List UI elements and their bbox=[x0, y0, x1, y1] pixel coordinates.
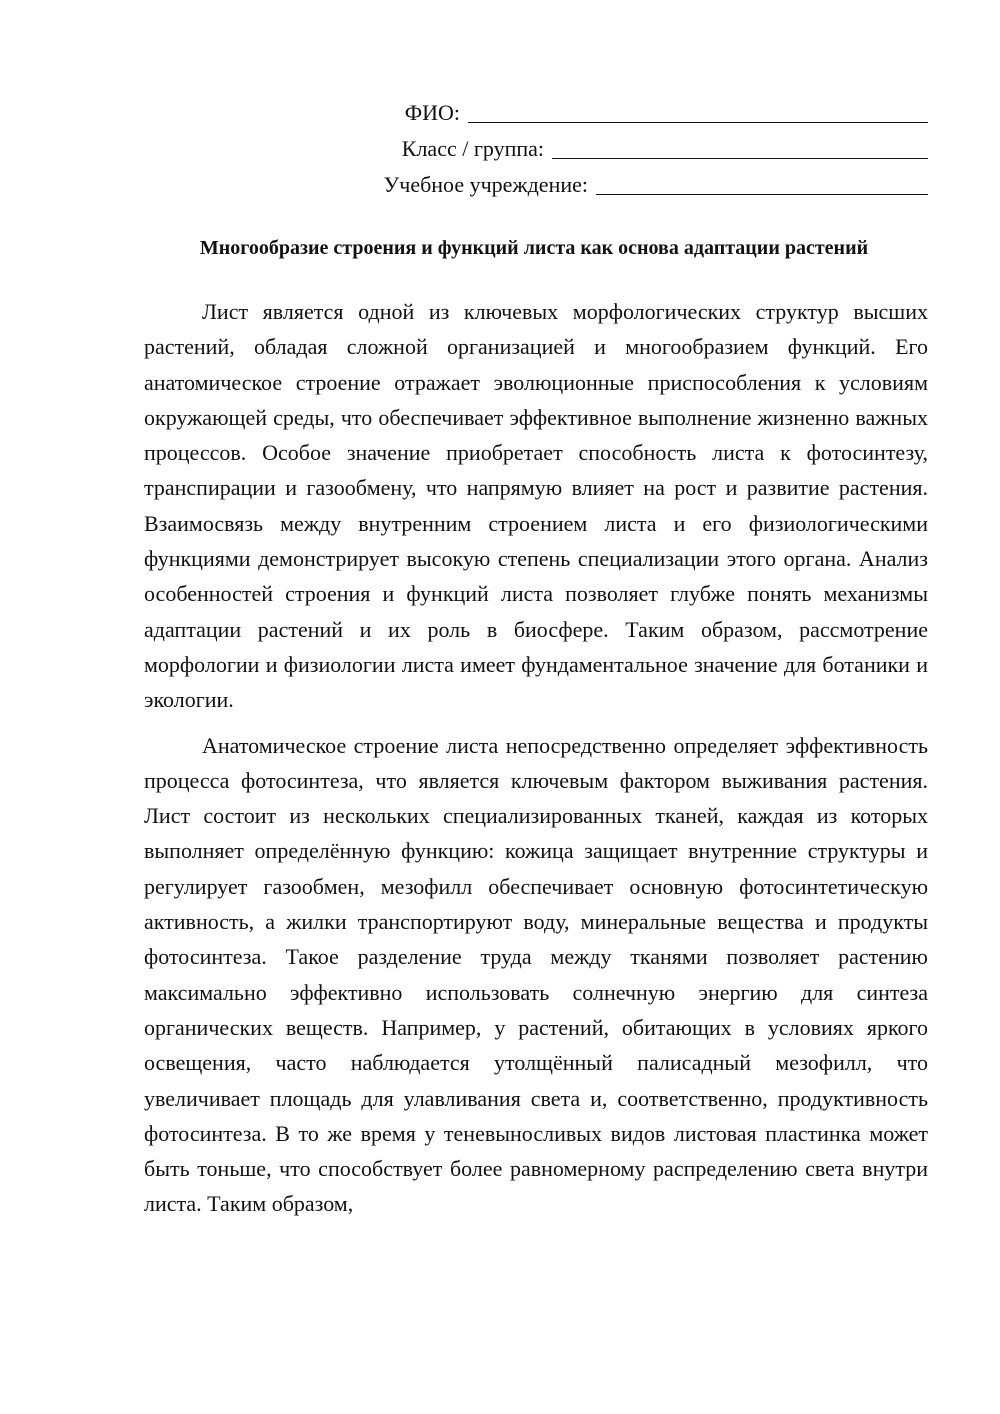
student-info-header bbox=[0, 90, 928, 198]
document-title: Многообразие строения и функций листа как основа адаптации растений bbox=[199, 237, 869, 259]
school-row bbox=[0, 162, 928, 198]
fio-row bbox=[0, 90, 928, 126]
class-row bbox=[0, 126, 928, 162]
fio-label: ФИО: bbox=[404, 100, 460, 125]
fio-blank-line bbox=[468, 102, 928, 123]
class-blank-line bbox=[552, 138, 928, 159]
class-label: Класс / группа: bbox=[401, 136, 544, 161]
paragraph: Лист является одной из ключевых морфологических структур высших растений, обладая сложной организацией и многообразием функций. Его анатомическое строение отражает эволюционные приспособления к условиям окружающей среды, что обеспечивает эффективное выполнение жизненно важных процессов. Особое значение приобретает способность листа к фотосинтезу, транспирации и газообмену, что напрямую влияет на рост и развитие растения. Взаимосвязь между внутренним строением листа и его физиологическими функциями демонстрирует высокую степень специализации этого органа. Анализ особенностей строения и функций листа позволяет глубже понять механизмы адаптации растений и их роль в биосфере. Таким образом, рассмотрение морфологии и физиологии листа имеет фундаментальное значение для ботаники и экологии. bbox=[144, 299, 928, 713]
school-blank-line bbox=[596, 174, 928, 195]
document-body bbox=[144, 294, 928, 1232]
paragraph: Анатомическое строение листа непосредственно определяет эффективность процесса фотосинтеза, что является ключевым фактором выживания растения. Лист состоит из нескольких специализированных тканей, каждая из которых выполняет определённую функцию: кожица защищает внутренние структуры и регулирует газообмен, мезофилл обеспечивает основную фотосинтетическую активность, а жилки транспортируют воду, минеральные вещества и продукты фотосинтеза. Такое разделение труда между тканями позволяет растению максимально эффективно использовать солнечную энергию для синтеза органических веществ. Например, у растений, обитающих в условиях яркого освещения, часто наблюдается утолщённый палисадный мезофилл, что увеличивает площадь для улавливания света и, соответственно, продуктивность фотосинтеза. В то же время у теневыносливых видов листовая пластинка может быть тоньше, что способствует более равномерному распределению света внутри листа. Таким образом, bbox=[144, 732, 928, 1217]
school-label: Учебное учреждение: bbox=[383, 172, 588, 197]
